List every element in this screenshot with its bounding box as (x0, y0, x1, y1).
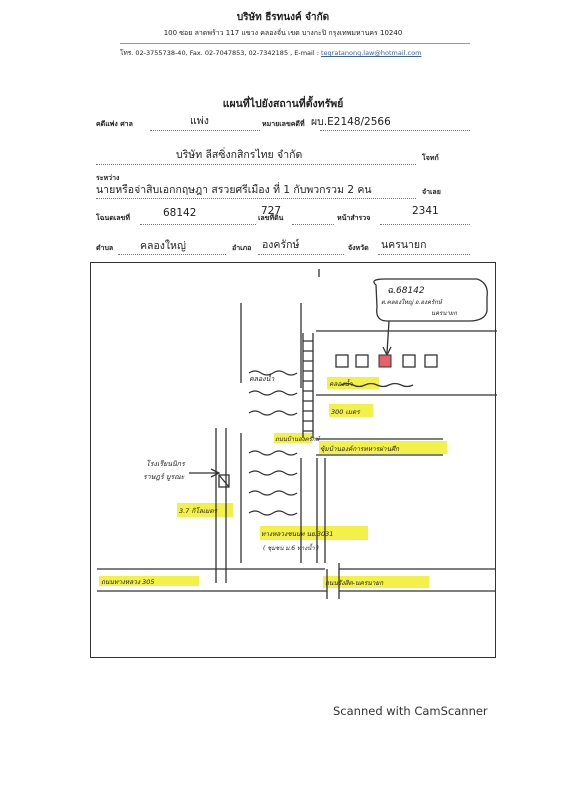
ladder-rails (303, 333, 313, 438)
plaintiff-line (96, 164, 416, 165)
province-label: จังหวัด (348, 244, 369, 252)
deed-line (140, 224, 256, 225)
ladder-rungs (303, 341, 313, 431)
subdistrict-label: ตำบล (96, 244, 114, 252)
survey-value: 2341 (412, 205, 439, 217)
plaintiff-value: บริษัท ลีสซิ่งกสิกรไทย จำกัด (176, 149, 303, 161)
email-link[interactable]: tegratanong.law@hotmail.com (321, 49, 422, 57)
school-label-2: ราษฎร์ บูรณะ (143, 473, 185, 481)
village-label: ซุ้มบ้านองค์การทหารผ่านศึก (320, 445, 400, 453)
court-value: แพ่ง (190, 115, 209, 127)
school-label-1: โรงเรียนนิกร (146, 460, 185, 468)
house-5 (425, 355, 437, 367)
plot-callout-pointer (387, 321, 389, 353)
province-value: นครนายก (381, 239, 427, 251)
school-cross (219, 475, 229, 487)
company-address: 100 ซอย ลาดพร้าว 117 แขวง คลองจั่น เขต บางกะปิ กรุงเทพมหานคร 10240 (163, 29, 403, 37)
company-contact (120, 43, 470, 58)
highlight-marks (99, 377, 447, 588)
defendant-label: จำเลย (422, 188, 441, 196)
company-name: บริษัท ธีรทนงค์ จำกัด (236, 12, 330, 23)
subject-plot (379, 355, 391, 367)
case-number-value: ผบ.E2148/2566 (311, 116, 391, 128)
deed-label: โฉนดเลขที่ (96, 214, 130, 222)
phone-fax: โทร. 02-3755738-40, Fax. 02-7047853, 02-7342185 , E-mail : (120, 49, 319, 57)
land-number-label: เลขที่ดิน (258, 214, 284, 222)
case-label: คดีแพ่ง ศาล (96, 120, 133, 128)
subdistrict-line (118, 254, 226, 255)
document-title: แผนที่ไปยังสถานที่ตั้งทรัพย์ (222, 98, 344, 110)
house-2 (356, 355, 368, 367)
scanner-watermark: Scanned with CamScanner (333, 704, 488, 718)
survey-line (380, 224, 470, 225)
location-map (90, 262, 496, 658)
house-1 (336, 355, 348, 367)
district-value: องครักษ์ (262, 239, 300, 251)
callout-province: นครนายก (431, 310, 457, 317)
case-number-line (320, 130, 470, 131)
land-number-line (292, 224, 334, 225)
road-3031-note: ( ชุมชน ม.6 ทางน้ำ ) (263, 545, 319, 552)
canal-label-1: คลองน้ำ (249, 375, 275, 383)
subdistrict-value: คลองใหญ่ (140, 240, 186, 252)
defendant-value: นายหรือจ่าสิบเอกกฤษฎา สรวยศรีเมือง ที่ 1 กับพวกรวม 2 คน (96, 184, 372, 196)
village-road-label: ถนนบ้านองครักษ์ (275, 436, 320, 443)
rangsit-road-label: ถนนรังสิต-นครนายก (325, 579, 384, 587)
distance-3-7km: 3.7 กิโลเมตร (179, 507, 218, 515)
survey-label: หน้าสำรวจ (337, 214, 371, 222)
court-line (150, 130, 260, 131)
province-line (378, 254, 470, 255)
house-4 (403, 355, 415, 367)
between-label: ระหว่าง (96, 174, 120, 182)
callout-location: ต.คลองใหญ่ อ.องครักษ์ (381, 299, 442, 306)
distance-300m: 300 เมตร (331, 408, 360, 416)
land-number-value: 727 (261, 205, 282, 217)
defendant-line (96, 198, 416, 199)
map-drawing (91, 263, 497, 659)
deed-value: 68142 (163, 207, 197, 219)
road-3031-label: ทางหลวงชนบท นย.3031 (261, 530, 334, 538)
plaintiff-label: โจทก์ (422, 154, 439, 162)
district-label: อำเภอ (232, 244, 252, 252)
canal-label-2: คลองน้ำ (329, 380, 353, 388)
callout-deed: ฉ.68142 (387, 286, 425, 296)
road-305-label: ถนนทางหลวง 305 (101, 578, 155, 586)
case-number-label: หมายเลขคดีที่ (262, 120, 305, 128)
district-line (258, 254, 344, 255)
